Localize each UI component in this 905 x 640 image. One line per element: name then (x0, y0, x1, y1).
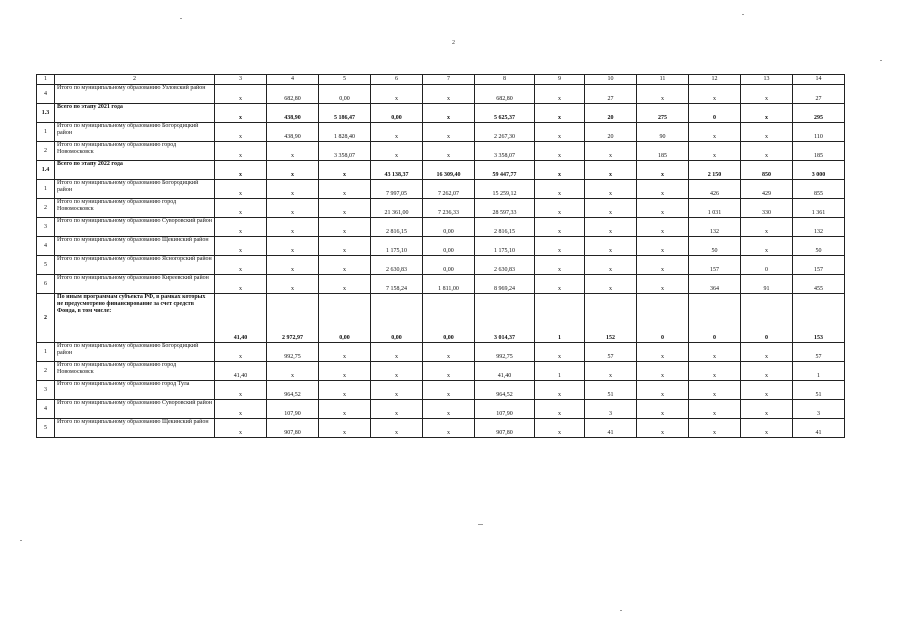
table-row (37, 381, 845, 400)
column-number: 6 (371, 75, 423, 85)
table-cell: 21 361,00 (371, 199, 423, 218)
table-cell: 850 (741, 161, 793, 180)
table-cell: х (319, 256, 371, 275)
table-cell: х (371, 343, 423, 362)
table-cell: х (267, 362, 319, 381)
table-cell: 185 (793, 142, 845, 161)
row-label: Итого по муниципальному образованию Щекинский район (55, 237, 215, 256)
table-cell: 41,40 (475, 362, 535, 381)
row-label: Итого по муниципальному образованию город Новомосковск (55, 362, 215, 381)
table-cell: 91 (741, 275, 793, 294)
table-cell: 7 997,05 (371, 180, 423, 199)
column-number: 2 (55, 75, 215, 85)
table-cell: х (319, 381, 371, 400)
row-label: По иным программам субъекта РФ, в рамках которых не предусмотрено финансирование за счет средств Фонда, в том числе: (55, 294, 215, 343)
table-cell: 992,75 (475, 343, 535, 362)
table-cell: 41,40 (215, 294, 267, 343)
row-number: 4 (37, 85, 55, 104)
table-row (37, 218, 845, 237)
table-cell: 132 (689, 218, 741, 237)
table-row (37, 294, 845, 343)
table-cell: 157 (793, 256, 845, 275)
table-cell: 57 (585, 343, 637, 362)
table-cell: 855 (793, 180, 845, 199)
table-cell: 59 447,77 (475, 161, 535, 180)
table-cell: х (215, 400, 267, 419)
row-label: Итого по муниципальному образованию Ясногорский район (55, 256, 215, 275)
table-cell: х (423, 419, 475, 438)
table-cell: 1 361 (793, 199, 845, 218)
table-cell: 2 630,83 (475, 256, 535, 275)
table-cell: х (319, 419, 371, 438)
column-number: 14 (793, 75, 845, 85)
table-cell: х (689, 362, 741, 381)
table-cell: 41 (793, 419, 845, 438)
table-cell: 275 (637, 104, 689, 123)
table-cell: 429 (741, 180, 793, 199)
table-cell: х (637, 161, 689, 180)
row-number: 2 (37, 294, 55, 343)
table-cell: х (637, 419, 689, 438)
table-cell: х (535, 275, 585, 294)
table-row (37, 142, 845, 161)
table-cell: 7 158,24 (371, 275, 423, 294)
column-number: 13 (741, 75, 793, 85)
table-cell: х (637, 180, 689, 199)
table-cell: х (637, 256, 689, 275)
table-cell: х (371, 381, 423, 400)
table-cell: х (741, 218, 793, 237)
table-cell: х (267, 237, 319, 256)
table-cell: х (689, 419, 741, 438)
table-cell: х (741, 123, 793, 142)
table-cell: 992,75 (267, 343, 319, 362)
table-cell: х (741, 142, 793, 161)
table-cell: х (267, 256, 319, 275)
row-number: 3 (37, 381, 55, 400)
table-cell: 3 014,37 (475, 294, 535, 343)
table-cell: 50 (793, 237, 845, 256)
table-cell: 153 (793, 294, 845, 343)
table-cell: х (423, 362, 475, 381)
table-cell: х (637, 199, 689, 218)
table-cell: 51 (585, 381, 637, 400)
table-cell: х (267, 218, 319, 237)
table-row (37, 275, 845, 294)
table-cell: 1 (535, 294, 585, 343)
table-cell: 907,80 (267, 419, 319, 438)
table-cell: 1 (535, 362, 585, 381)
row-label: Итого по муниципальному образованию Богородицкий район (55, 343, 215, 362)
table-row (37, 237, 845, 256)
table-cell: х (371, 400, 423, 419)
table-cell: 27 (793, 85, 845, 104)
table-cell: х (423, 123, 475, 142)
table-cell: х (535, 400, 585, 419)
row-label: Всего по этапу 2022 года (55, 161, 215, 180)
table-cell: 0,00 (371, 104, 423, 123)
table-cell: 3 358,07 (319, 142, 371, 161)
table-cell: 2 816,15 (475, 218, 535, 237)
table-cell: х (585, 180, 637, 199)
table-cell: 2 630,83 (371, 256, 423, 275)
table-cell: х (689, 142, 741, 161)
column-number: 5 (319, 75, 371, 85)
table-cell: 51 (793, 381, 845, 400)
table-cell: х (585, 199, 637, 218)
table-cell: х (319, 275, 371, 294)
table-cell: х (267, 275, 319, 294)
table-cell: 90 (637, 123, 689, 142)
table-cell: 20 (585, 123, 637, 142)
table-cell: х (637, 218, 689, 237)
column-number: 12 (689, 75, 741, 85)
row-number: 4 (37, 400, 55, 419)
table-cell: 57 (793, 343, 845, 362)
table-cell: х (689, 400, 741, 419)
table-cell: х (637, 237, 689, 256)
table-cell: 2 816,15 (371, 218, 423, 237)
column-number: 3 (215, 75, 267, 85)
table-cell: х (741, 400, 793, 419)
table-cell: 1 811,00 (423, 275, 475, 294)
table-cell: х (215, 343, 267, 362)
table-cell: х (741, 104, 793, 123)
row-label: Итого по муниципальному образованию Киреевский район (55, 275, 215, 294)
table-cell: х (535, 381, 585, 400)
row-number: 3 (37, 218, 55, 237)
table-cell: 0 (689, 294, 741, 343)
table-cell: х (637, 362, 689, 381)
table-cell: х (637, 85, 689, 104)
table-cell: х (319, 343, 371, 362)
table-cell: х (741, 419, 793, 438)
table-cell: 3 000 (793, 161, 845, 180)
table-cell: х (215, 419, 267, 438)
row-label: Итого по муниципальному образованию Суворовский район (55, 218, 215, 237)
table-cell: х (319, 199, 371, 218)
table-cell: 110 (793, 123, 845, 142)
table-cell: х (215, 123, 267, 142)
row-number: 1 (37, 180, 55, 199)
row-number: 6 (37, 275, 55, 294)
table-cell: 3 358,07 (475, 142, 535, 161)
table-cell: 15 259,12 (475, 180, 535, 199)
table-cell: 41 (585, 419, 637, 438)
table-cell: 0,00 (371, 294, 423, 343)
table-row (37, 362, 845, 381)
table-cell: х (371, 142, 423, 161)
row-number: 2 (37, 199, 55, 218)
table-row (37, 419, 845, 438)
table-row (37, 104, 845, 123)
table-cell: х (637, 343, 689, 362)
table-cell: х (741, 237, 793, 256)
table-cell: х (535, 256, 585, 275)
table-cell: 1 175,10 (475, 237, 535, 256)
table-cell: х (267, 161, 319, 180)
table-cell: х (741, 362, 793, 381)
table-cell: 107,90 (267, 400, 319, 419)
table-cell: х (535, 199, 585, 218)
column-number: 8 (475, 75, 535, 85)
table-cell: 438,90 (267, 123, 319, 142)
table-cell: 7 262,07 (423, 180, 475, 199)
table-cell: х (535, 161, 585, 180)
table-cell: 0,00 (423, 256, 475, 275)
table-cell: 27 (585, 85, 637, 104)
column-number: 10 (585, 75, 637, 85)
table-cell: х (535, 123, 585, 142)
table-cell: х (535, 419, 585, 438)
row-number: 1 (37, 123, 55, 142)
data-table (36, 74, 845, 438)
table-cell: 50 (689, 237, 741, 256)
row-label: Итого по муниципальному образованию город Новомосковск (55, 142, 215, 161)
table-cell: 107,90 (475, 400, 535, 419)
table-cell: х (267, 142, 319, 161)
column-number: 1 (37, 75, 55, 85)
table-row (37, 343, 845, 362)
table-cell: 5 186,47 (319, 104, 371, 123)
table-cell: 157 (689, 256, 741, 275)
table-cell: 364 (689, 275, 741, 294)
table-cell: 0 (741, 256, 793, 275)
table-cell: х (215, 104, 267, 123)
table-cell: х (423, 104, 475, 123)
table-cell: х (535, 218, 585, 237)
table-cell: 1 175,10 (371, 237, 423, 256)
row-label: Итого по муниципальному образованию город Новомосковск (55, 199, 215, 218)
row-number: 1 (37, 343, 55, 362)
table-row (37, 180, 845, 199)
table-cell: 1 031 (689, 199, 741, 218)
table-cell: х (267, 199, 319, 218)
table-cell: 0,00 (423, 237, 475, 256)
table-cell: х (319, 218, 371, 237)
table-cell: х (689, 381, 741, 400)
table-cell: 43 138,37 (371, 161, 423, 180)
table-cell: х (423, 400, 475, 419)
row-label: Итого по муниципальному образованию Щекинский район (55, 419, 215, 438)
table-cell: 295 (793, 104, 845, 123)
table-cell: х (267, 180, 319, 199)
table-cell: 0,00 (423, 218, 475, 237)
table-cell: 3 (793, 400, 845, 419)
row-label: Итого по муниципальному образованию Богородицкий район (55, 180, 215, 199)
table-cell: х (689, 123, 741, 142)
table-cell: х (215, 275, 267, 294)
table-row (37, 161, 845, 180)
table-row (37, 256, 845, 275)
table-cell: х (535, 142, 585, 161)
row-number: 2 (37, 142, 55, 161)
table-cell: 8 969,24 (475, 275, 535, 294)
table-cell: 2 972,97 (267, 294, 319, 343)
table-cell: 964,52 (475, 381, 535, 400)
table-cell: 1 828,40 (319, 123, 371, 142)
column-number-row (37, 75, 845, 85)
table-cell: х (689, 343, 741, 362)
table-cell: х (319, 180, 371, 199)
table-cell: х (585, 237, 637, 256)
row-label: Итого по муниципальному образованию город Тула (55, 381, 215, 400)
table-cell: х (215, 142, 267, 161)
table-cell: х (371, 419, 423, 438)
table-cell: 964,52 (267, 381, 319, 400)
table-cell: х (741, 343, 793, 362)
table-cell: 682,80 (267, 85, 319, 104)
table-cell: 2 150 (689, 161, 741, 180)
row-label: Итого по муниципальному образованию Богородицкий район (55, 123, 215, 142)
table-cell: х (215, 237, 267, 256)
table-cell: х (637, 275, 689, 294)
table-cell: х (215, 218, 267, 237)
table-cell: х (423, 142, 475, 161)
table-cell: х (741, 85, 793, 104)
table-cell: 455 (793, 275, 845, 294)
table-cell: х (371, 85, 423, 104)
row-number: 5 (37, 256, 55, 275)
table-cell: х (741, 381, 793, 400)
column-number: 7 (423, 75, 475, 85)
table-cell: х (319, 400, 371, 419)
table-cell: х (215, 85, 267, 104)
page-number: 2 (452, 40, 455, 46)
table-cell: х (535, 180, 585, 199)
table-cell: х (585, 256, 637, 275)
table-cell: х (215, 381, 267, 400)
table-cell: х (585, 218, 637, 237)
row-number: 1.4 (37, 161, 55, 180)
table-cell: х (215, 199, 267, 218)
table-cell: 0,00 (319, 85, 371, 104)
table-cell: 907,80 (475, 419, 535, 438)
table-cell: х (423, 381, 475, 400)
table-cell: х (215, 180, 267, 199)
table-cell: х (585, 275, 637, 294)
table-cell: 20 (585, 104, 637, 123)
table-cell: х (319, 362, 371, 381)
table-row (37, 85, 845, 104)
table-cell: х (637, 400, 689, 419)
table-cell: х (215, 256, 267, 275)
column-number: 4 (267, 75, 319, 85)
table-cell: 0 (637, 294, 689, 343)
table-cell: 132 (793, 218, 845, 237)
table-cell: х (319, 237, 371, 256)
row-number: 1.3 (37, 104, 55, 123)
table-cell: 152 (585, 294, 637, 343)
table-cell: 330 (741, 199, 793, 218)
table-cell: 3 (585, 400, 637, 419)
table-cell: х (637, 381, 689, 400)
column-number: 11 (637, 75, 689, 85)
table-cell: 5 625,37 (475, 104, 535, 123)
table-cell: 438,90 (267, 104, 319, 123)
table-cell: х (535, 237, 585, 256)
table-cell: х (319, 161, 371, 180)
table-cell: х (215, 161, 267, 180)
table-cell: 1 (793, 362, 845, 381)
table-cell: 185 (637, 142, 689, 161)
table-cell: 2 267,30 (475, 123, 535, 142)
table-body (37, 75, 845, 438)
column-number: 9 (535, 75, 585, 85)
table-cell: 0,00 (319, 294, 371, 343)
row-number: 4 (37, 237, 55, 256)
table-cell: х (535, 343, 585, 362)
table-row (37, 123, 845, 142)
table-row (37, 400, 845, 419)
table-cell: 41,40 (215, 362, 267, 381)
table-cell: х (371, 123, 423, 142)
table-cell: 426 (689, 180, 741, 199)
table-cell: х (585, 142, 637, 161)
table-row (37, 199, 845, 218)
table-cell: 16 309,40 (423, 161, 475, 180)
table-cell: 0,00 (423, 294, 475, 343)
table-cell: х (585, 161, 637, 180)
table-cell: х (535, 85, 585, 104)
table-cell: х (689, 85, 741, 104)
table-cell: 7 236,33 (423, 199, 475, 218)
table-cell: х (371, 362, 423, 381)
table-cell: 28 597,33 (475, 199, 535, 218)
row-label: Всего по этапу 2021 года (55, 104, 215, 123)
row-number: 5 (37, 419, 55, 438)
row-number: 2 (37, 362, 55, 381)
table-cell: 0 (741, 294, 793, 343)
row-label: Итого по муниципальному образованию Узловский район (55, 85, 215, 104)
table-cell: х (423, 343, 475, 362)
table-cell: 0 (689, 104, 741, 123)
row-label: Итого по муниципальному образованию Суворовский район (55, 400, 215, 419)
table-cell: х (423, 85, 475, 104)
table-cell: х (535, 104, 585, 123)
table-cell: х (585, 362, 637, 381)
table-cell: 682,80 (475, 85, 535, 104)
